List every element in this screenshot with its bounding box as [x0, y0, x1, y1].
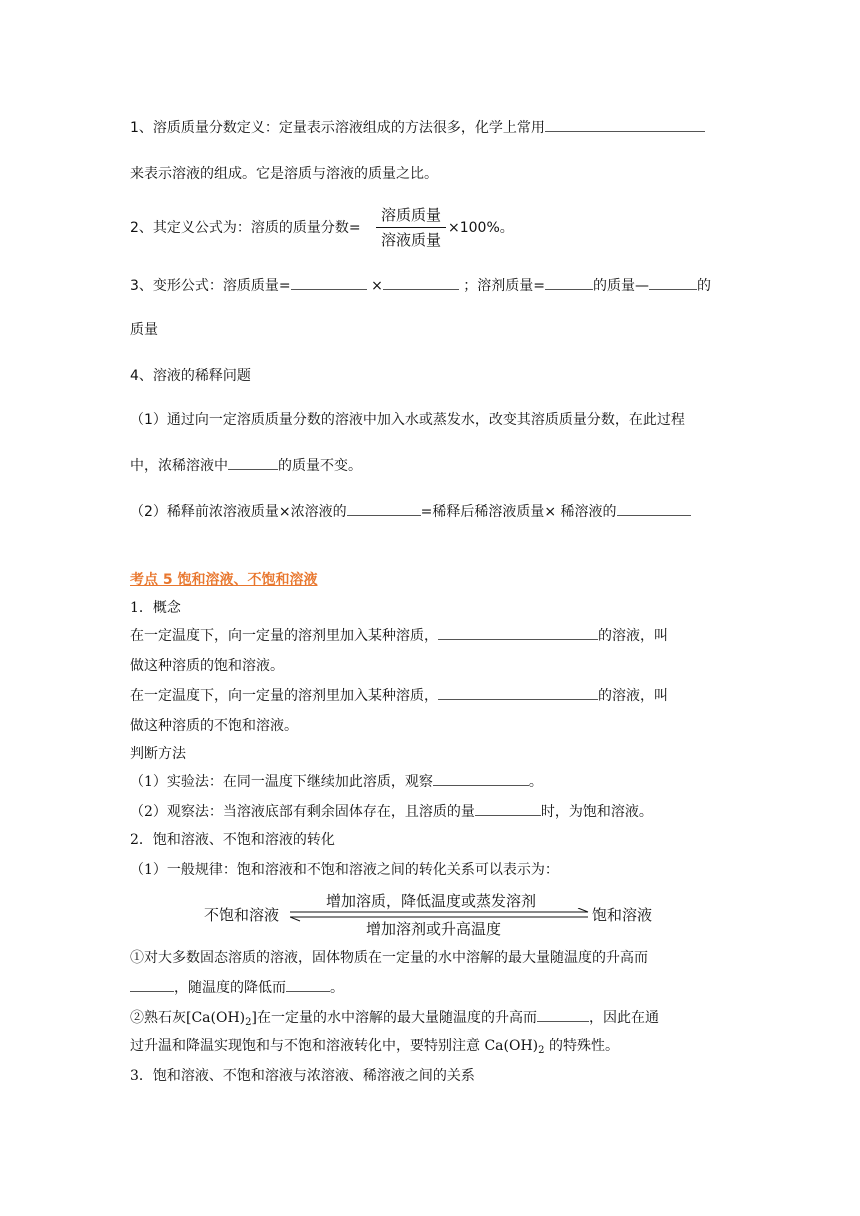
blank — [438, 626, 598, 640]
blank — [286, 978, 330, 992]
diagram-left: 不饱和溶液 — [204, 906, 280, 924]
blank — [545, 118, 705, 132]
text: ；溶剂质量= — [463, 278, 546, 294]
text: 时，为饱和溶液。 — [540, 804, 653, 820]
unsaturated-def — [130, 686, 668, 706]
rule-1-line-2 — [130, 978, 344, 998]
concept-title: 1．概念 — [130, 600, 181, 616]
text: 的溶液，叫 — [598, 628, 668, 644]
text: × — [371, 278, 383, 294]
general-rule: （1）一般规律：饱和溶液和不饱和溶液之间的转化关系可以表示为： — [130, 862, 559, 878]
definition-line — [130, 118, 705, 138]
blank — [228, 456, 278, 470]
subscript: 2 — [245, 1017, 252, 1028]
saturated-def-2: 做这种溶质的饱和溶液。 — [130, 658, 284, 674]
variant-formula-line — [130, 276, 711, 296]
diagram-bottom-label: 增加溶剂或升高温度 — [366, 920, 502, 938]
variant-formula-line-2: 质量 — [130, 322, 158, 338]
blank — [537, 1008, 589, 1022]
text: 在一定温度下，向一定量的溶剂里加入某种溶质， — [130, 628, 438, 644]
text: ，因此在通 — [588, 1010, 659, 1026]
text: =稀释后稀溶液质量× 稀溶液的 — [420, 504, 617, 520]
rule-2-line-2 — [130, 1036, 619, 1061]
text: 的质量不变。 — [278, 458, 362, 474]
section-heading: 考点 5 饱和溶液、不饱和溶液 — [130, 572, 318, 588]
judge-title: 判断方法 — [130, 746, 186, 762]
blank — [130, 978, 174, 992]
text: 在一定温度下，向一定量的溶剂里加入某种溶质， — [130, 688, 438, 704]
text: （2）观察法：当溶液底部有剩余固体存在，且溶质的量 — [130, 804, 475, 820]
blank — [475, 802, 541, 816]
observe-method — [130, 802, 653, 822]
text: 中，浓稀溶液中 — [130, 458, 228, 474]
dilution-line-1: （1）通过向一定溶质质量分数的溶液中加入水或蒸发水，改变其溶质质量分数，在此过程 — [130, 412, 685, 428]
text: （2）稀释前浓溶液质量×浓溶液的 — [130, 504, 347, 520]
fraction-numerator: 溶质质量 — [380, 206, 441, 224]
definition-text: 1、溶质质量分数定义：定量表示溶液组成的方法很多，化学上常用 — [130, 120, 545, 136]
conversion-diagram — [204, 888, 664, 938]
text: 。 — [528, 774, 543, 790]
relation-title: 3．饱和溶液、不饱和溶液与浓溶液、稀溶液之间的关系 — [130, 1068, 475, 1084]
diagram-right: 饱和溶液 — [592, 906, 653, 924]
dilution-title: 4、溶液的稀释问题 — [130, 368, 251, 384]
blank — [383, 276, 459, 290]
definition-line-2: 来表示溶液的组成。它是溶质与溶液的质量之比。 — [130, 166, 438, 182]
text: ②熟石灰[Ca(OH) — [130, 1010, 246, 1026]
blank — [438, 686, 598, 700]
text: 的溶液，叫 — [598, 688, 668, 704]
subscript: 2 — [538, 1045, 545, 1056]
blank — [617, 502, 691, 516]
rule-2-line-1 — [130, 1008, 659, 1033]
fraction-bar — [376, 227, 446, 228]
formula-line — [130, 218, 361, 238]
blank — [545, 276, 593, 290]
blank — [649, 276, 697, 290]
experiment-method — [130, 772, 543, 792]
unsaturated-def-2: 做这种溶质的不饱和溶液。 — [130, 718, 298, 734]
text: （1）实验法：在同一温度下继续加此溶质，观察 — [130, 774, 433, 790]
text: 的 — [697, 278, 712, 294]
text: ]在一定量的水中溶解的最大量随温度的升高而 — [251, 1010, 537, 1026]
fraction — [376, 204, 446, 251]
fraction-denominator: 溶液质量 — [380, 231, 441, 249]
blank — [291, 276, 367, 290]
text: 的质量— — [593, 278, 650, 294]
dilution-line-2 — [130, 456, 362, 476]
saturated-def — [130, 626, 668, 646]
text: 的特殊性。 — [544, 1038, 619, 1054]
blank — [433, 772, 529, 786]
dilution-line-3 — [130, 502, 691, 522]
formula-suffix: ×100%。 — [448, 220, 514, 236]
diagram-top-label: 增加溶质，降低温度或蒸发溶剂 — [326, 892, 537, 910]
conversion-title: 2．饱和溶液、不饱和溶液的转化 — [130, 832, 335, 848]
text: 过升温和降温实现饱和与不饱和溶液转化中，要特别注意 Ca(OH) — [130, 1038, 539, 1054]
rule-1-line-1: ①对大多数固态溶质的溶液，固体物质在一定量的水中溶解的最大量随温度的升高而 — [130, 950, 648, 966]
text: 3、变形公式：溶质质量= — [130, 278, 291, 294]
blank — [347, 502, 421, 516]
text: 。 — [330, 980, 344, 996]
formula-prefix: 2、其定义公式为：溶质的质量分数= — [130, 220, 361, 236]
text: ，随温度的降低而 — [174, 980, 286, 996]
